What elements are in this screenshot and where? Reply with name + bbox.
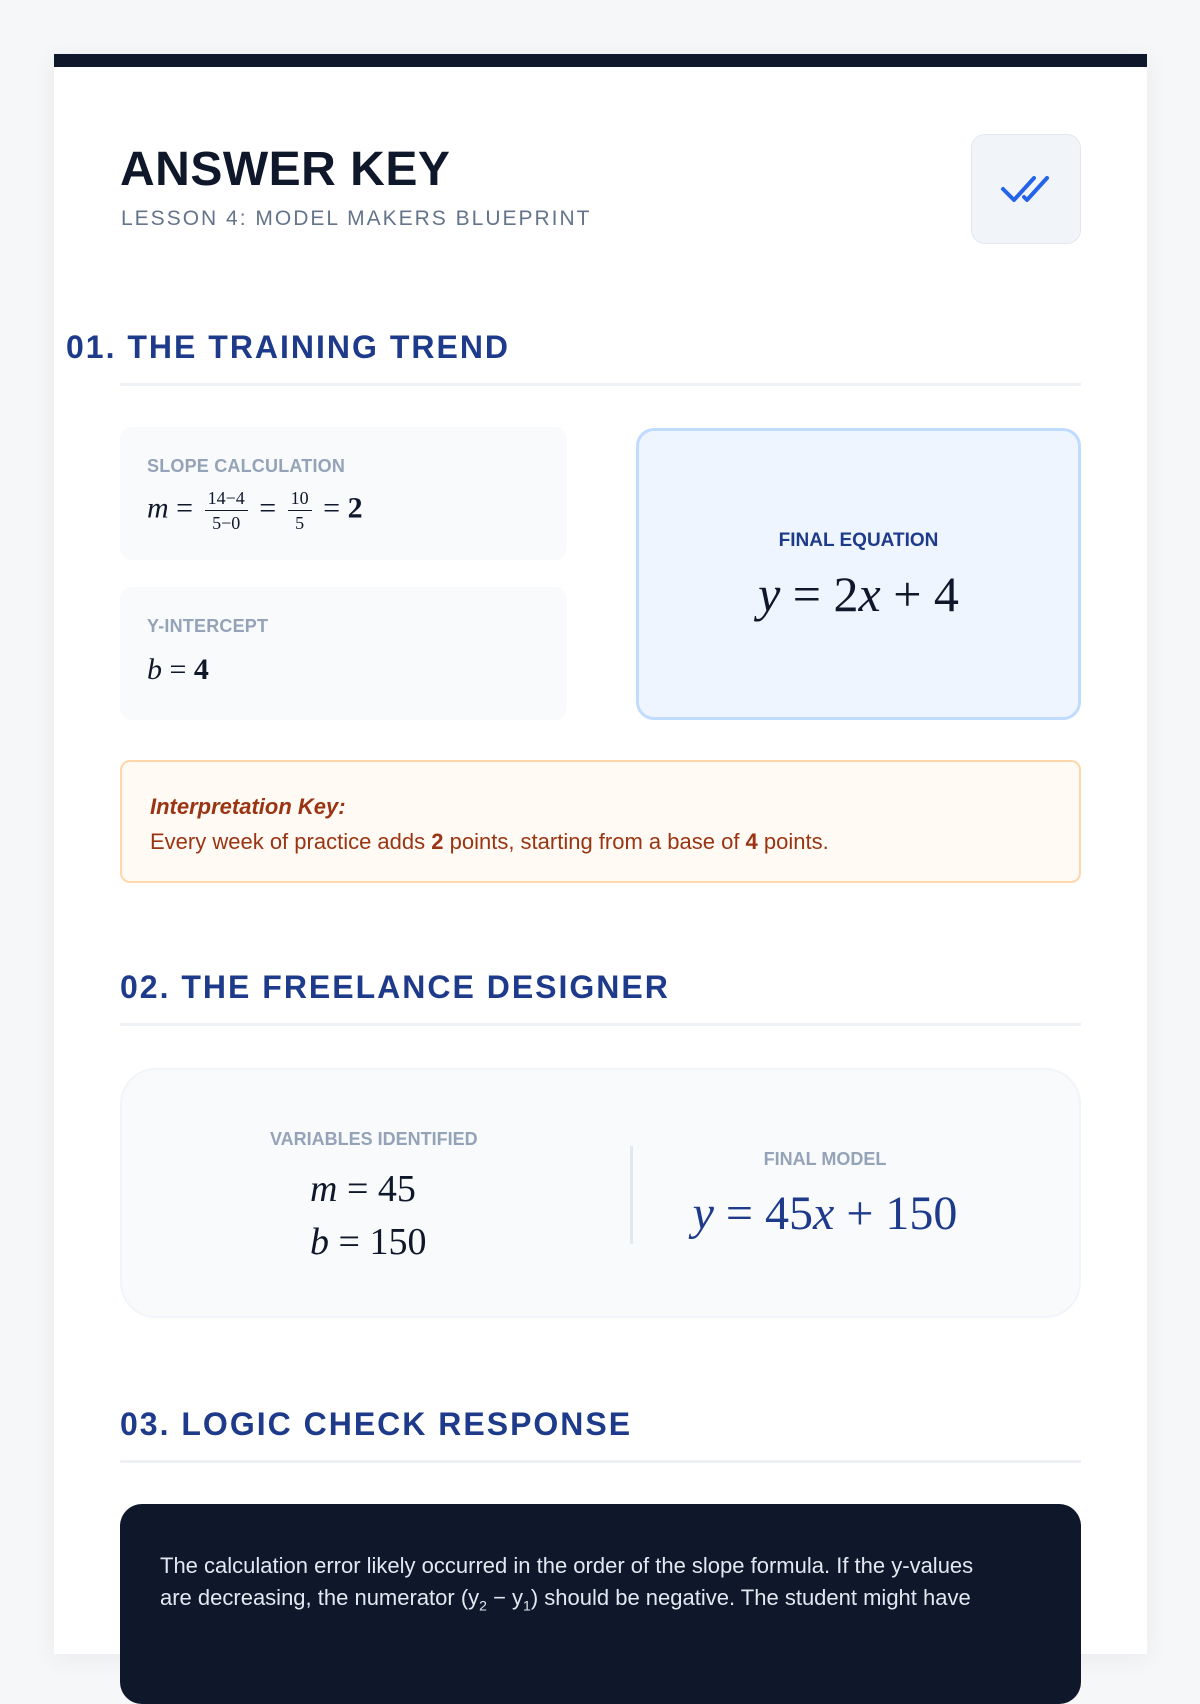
intercept-var: b: [147, 653, 162, 686]
section-divider: [120, 383, 1081, 386]
eq-constant: 4: [933, 566, 959, 622]
slope-result: 2: [347, 491, 363, 525]
top-accent-bar: [54, 54, 1147, 67]
interp-part: Every week of practice adds: [150, 829, 432, 854]
check-badge: [971, 134, 1081, 244]
final-equation-label: FINAL EQUATION: [778, 530, 939, 551]
y-intercept-label: Y-INTERCEPT: [147, 616, 269, 636]
fraction-numerator: 10: [288, 489, 312, 511]
fraction-denominator: 5: [295, 513, 305, 533]
logic-check-response-card: [120, 1504, 1081, 1704]
m-variable-line: m = 45: [310, 1168, 416, 1210]
intercept-value: 4: [193, 653, 209, 686]
fraction-numerator: 14−4: [205, 489, 248, 511]
interp-intercept-value: 4: [745, 829, 758, 854]
page-subtitle: LESSON 4: MODEL MAKERS BLUEPRINT: [121, 207, 592, 230]
slope-formula: [147, 489, 363, 532]
freelance-designer-card: [120, 1068, 1081, 1318]
interpretation-label: Interpretation Key:: [150, 794, 346, 819]
eq-equals: =: [792, 566, 821, 622]
interp-part: points, starting from a base of: [443, 829, 746, 854]
m-var: m: [310, 1168, 338, 1210]
logic-check-response-text: [160, 1550, 1040, 1621]
response-subscript: 1: [523, 1597, 531, 1614]
slope-calculation-label: SLOPE CALCULATION: [147, 456, 346, 476]
b-value: 150: [369, 1221, 427, 1263]
equals-sign: =: [259, 491, 277, 525]
b-variable-line: b = 150: [310, 1221, 427, 1263]
model-coefficient: 45: [765, 1187, 813, 1240]
page-title: ANSWER KEY: [120, 143, 451, 196]
eq-y: y: [758, 566, 781, 622]
section-divider: [120, 1460, 1081, 1463]
final-equation: [639, 567, 1078, 622]
eq-x: x: [858, 566, 881, 622]
section-title-logic-check: 03. LOGIC CHECK RESPONSE: [120, 1406, 633, 1442]
slope-var: m: [147, 491, 169, 525]
y-intercept-card: [120, 587, 567, 720]
model-constant: 150: [885, 1187, 958, 1240]
slope-fraction-2: [288, 489, 312, 532]
double-check-icon: [1000, 163, 1052, 215]
eq-plus: +: [893, 566, 922, 622]
variables-identified-label: VARIABLES IDENTIFIED: [270, 1129, 478, 1149]
response-part: − y: [486, 1585, 524, 1610]
model-equals: =: [725, 1187, 753, 1240]
slope-calculation-card: [120, 427, 567, 560]
final-model-equation: [633, 1188, 1017, 1241]
response-part: ) should be negative. The student might have: [530, 1585, 971, 1610]
interpretation-text: [150, 830, 829, 854]
interpretation-key-box: [120, 760, 1081, 883]
m-value: 45: [377, 1168, 416, 1210]
response-line: [160, 1582, 1040, 1621]
equals-sign: =: [323, 491, 341, 525]
intercept-formula: [147, 653, 209, 687]
response-part: are decreasing, the numerator (y: [160, 1585, 480, 1610]
response-line: The calculation error likely occurred in the order of the slope formula. If the y-values: [160, 1553, 974, 1578]
eq-coefficient: 2: [833, 566, 859, 622]
interp-part: points.: [757, 829, 829, 854]
section-divider: [120, 1023, 1081, 1026]
equals-sign: =: [176, 491, 194, 525]
model-x: x: [813, 1187, 835, 1240]
section-title-freelance-designer: 02. THE FREELANCE DESIGNER: [120, 969, 670, 1005]
fraction-denominator: 5−0: [212, 513, 241, 533]
interp-slope-value: 2: [431, 829, 444, 854]
final-equation-card: [636, 428, 1081, 720]
b-var: b: [310, 1221, 329, 1263]
model-plus: +: [846, 1187, 874, 1240]
slope-fraction-1: [205, 489, 248, 532]
model-y: y: [692, 1187, 714, 1240]
response-subscript: 2: [479, 1597, 487, 1614]
equals-sign: =: [169, 653, 187, 686]
final-model-label: FINAL MODEL: [763, 1149, 887, 1169]
section-title-training-trend: 01. THE TRAINING TREND: [66, 329, 511, 365]
